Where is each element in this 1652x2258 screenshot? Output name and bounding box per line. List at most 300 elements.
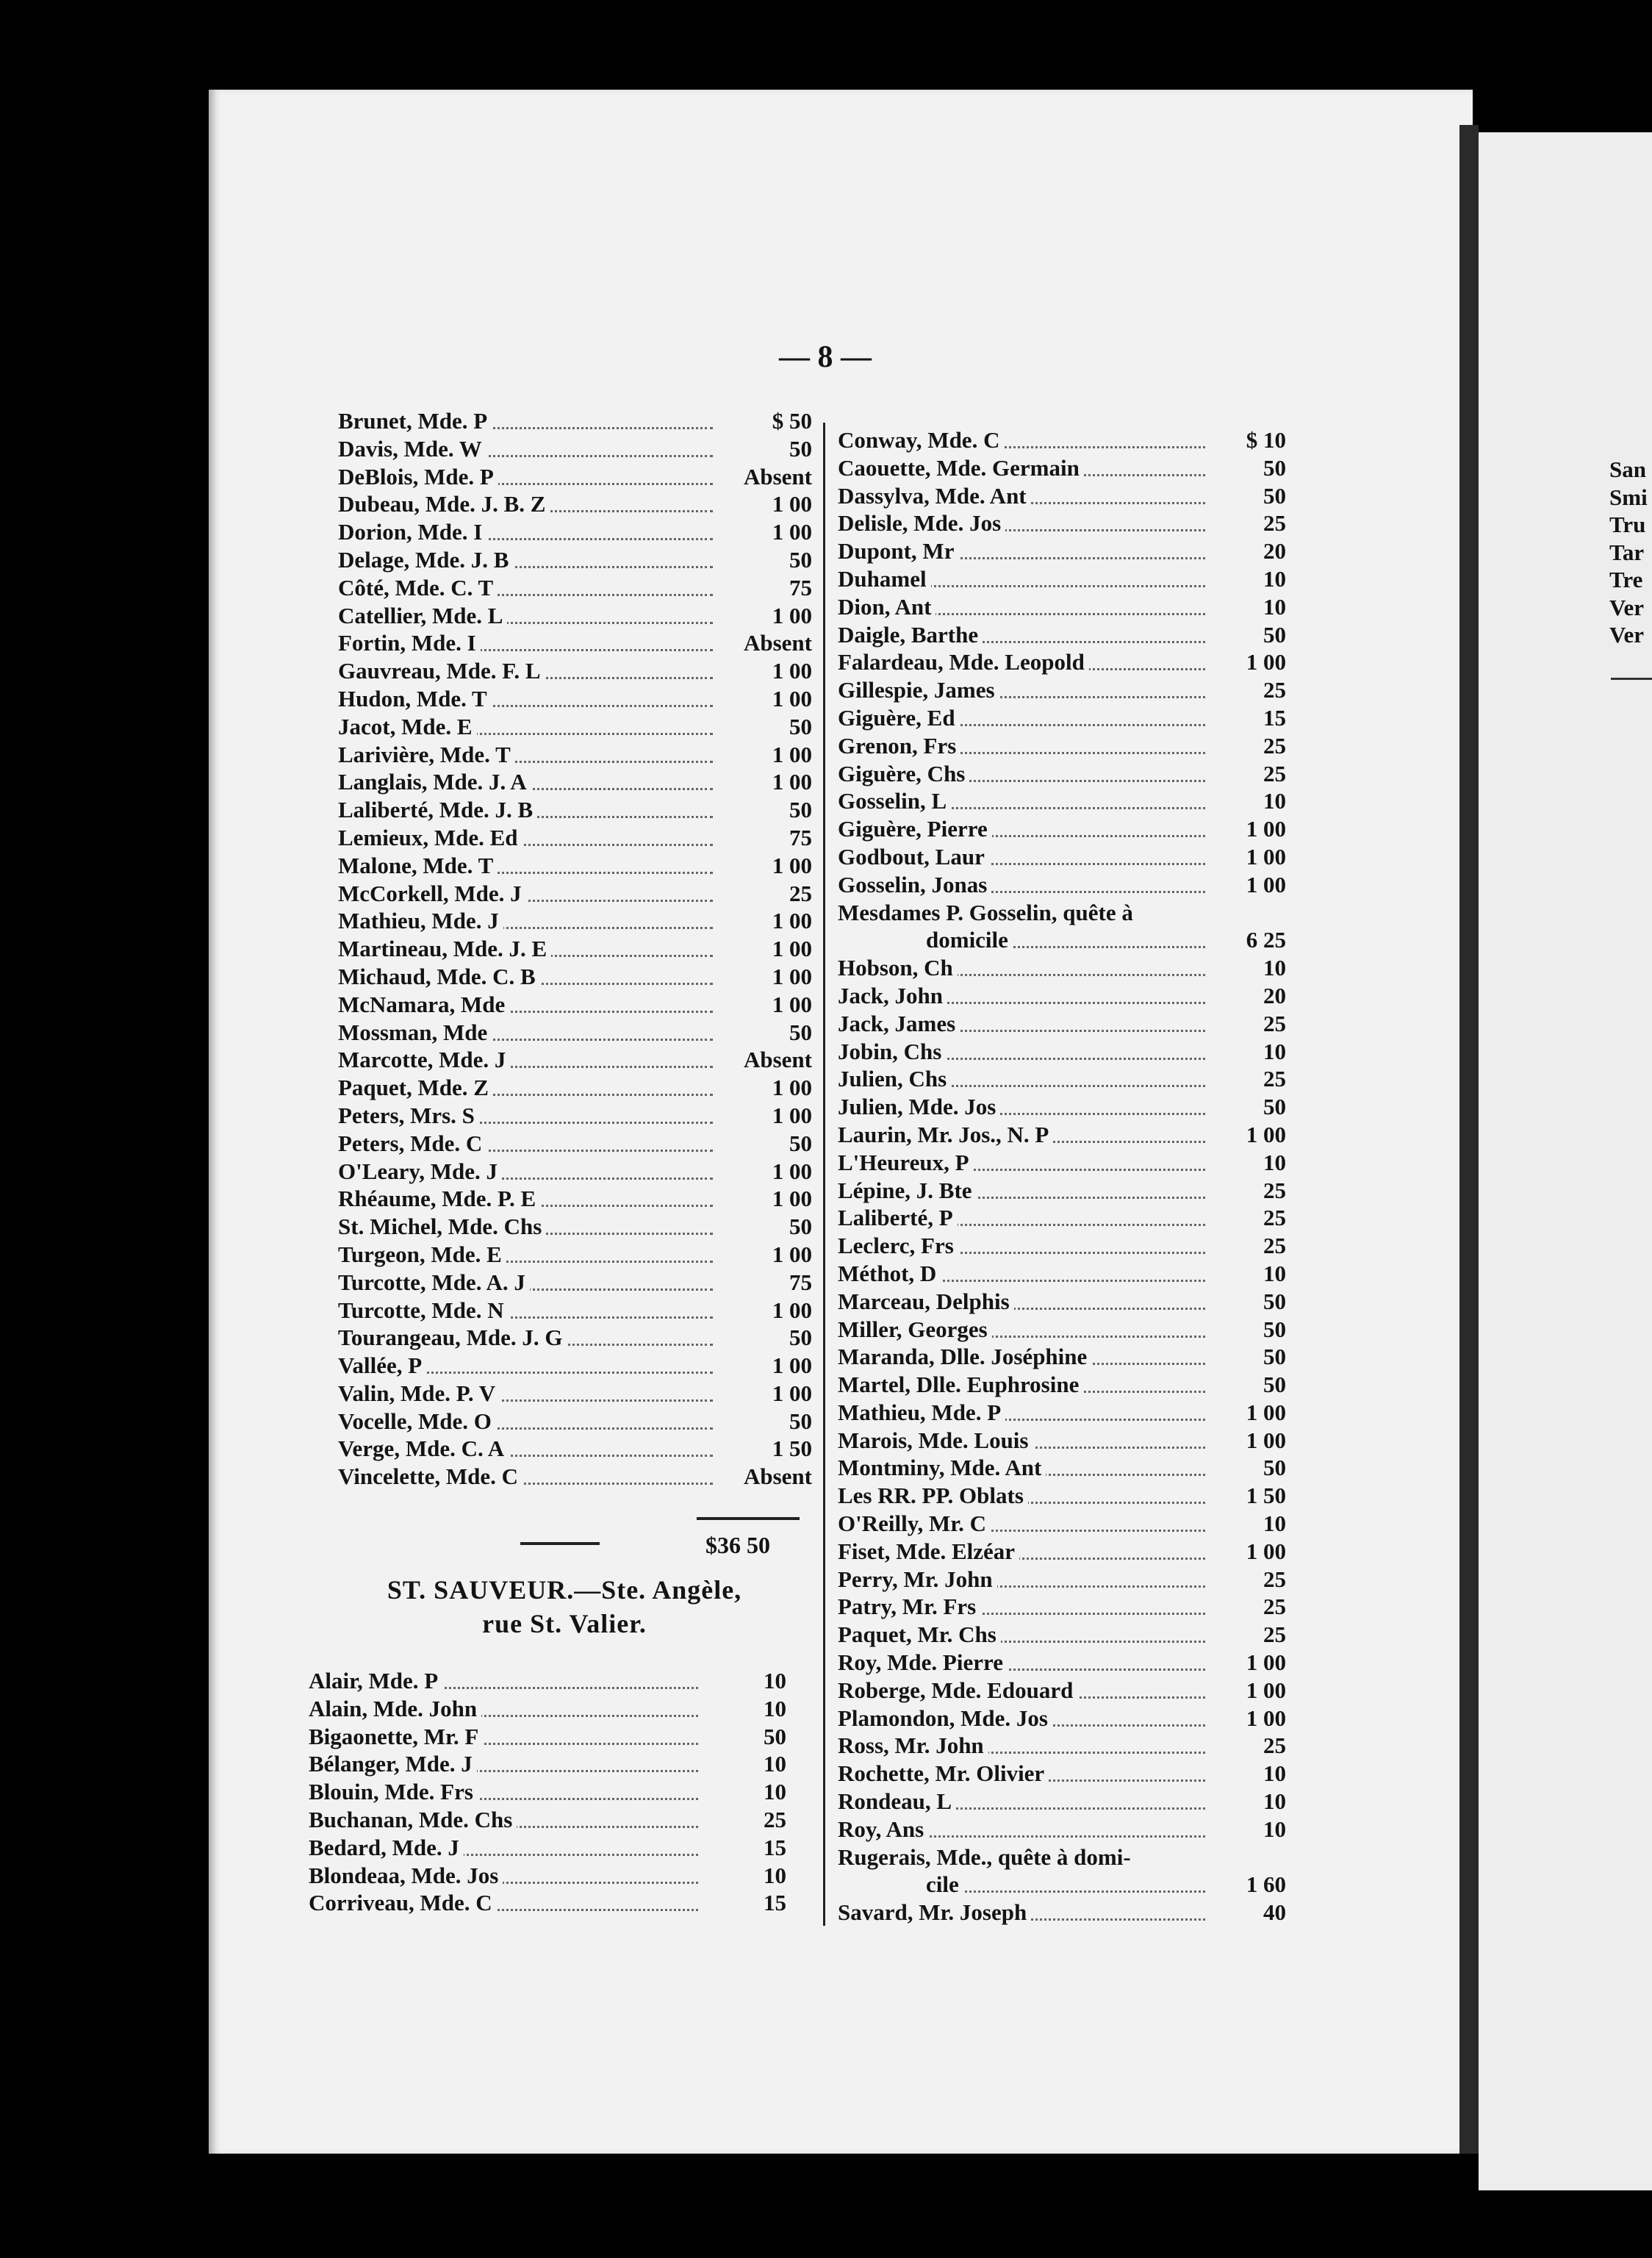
entry-name: DeBlois, Mde. P	[338, 463, 498, 491]
entry-amount: 1 00	[714, 657, 812, 685]
entry-amount: 1 00	[1208, 1677, 1286, 1705]
entry-amount: 1 60	[1208, 1871, 1286, 1899]
entry-amount: 50	[1208, 482, 1286, 510]
entry-amount: 1 00	[714, 741, 812, 769]
list-entry	[338, 963, 816, 991]
entry-name: Maranda, Dlle. Joséphine	[838, 1343, 1091, 1371]
list-entry	[338, 1102, 816, 1130]
entry-amount: 1 00	[714, 1185, 812, 1213]
list-entry	[309, 1778, 794, 1806]
list-entry	[309, 1806, 794, 1834]
list-entry	[838, 1204, 1286, 1232]
entry-name: McCorkell, Mde. J	[338, 880, 526, 908]
entry-amount: 10	[1208, 1510, 1286, 1538]
list-entry	[838, 1593, 1286, 1621]
entry-name: Malone, Mde. T	[338, 852, 498, 880]
list-entry	[838, 1649, 1286, 1677]
list-entry	[838, 1316, 1286, 1344]
list-entry	[338, 574, 816, 602]
entry-amount: 75	[714, 574, 812, 602]
entry-name: Delisle, Mde. Jos	[838, 509, 1005, 537]
entry-amount: Absent	[714, 1463, 812, 1491]
entry-amount: 50	[714, 1213, 812, 1241]
list-entry	[338, 1213, 816, 1241]
list-entry	[838, 1149, 1286, 1177]
entry-amount: 50	[714, 1130, 812, 1158]
entry-amount: 50	[1208, 454, 1286, 482]
entry-name: Peters, Mrs. S	[338, 1102, 479, 1130]
entry-name: Martineau, Mde. J. E	[338, 935, 551, 963]
list-entry	[338, 1158, 816, 1186]
entry-amount: 25	[1208, 1065, 1286, 1093]
entry-name: Dassylva, Mde. Ant	[838, 482, 1031, 510]
list-entry	[309, 1667, 794, 1695]
list-entry	[838, 454, 1286, 482]
list-entry	[338, 1380, 816, 1408]
list-entry	[838, 843, 1286, 871]
page-number: — 8 —	[779, 340, 872, 374]
entry-name: Alair, Mde. P	[309, 1667, 442, 1695]
entry-name: Gillespie, James	[838, 676, 999, 704]
list-entry	[838, 1427, 1286, 1455]
entry-name: Paquet, Mr. Chs	[838, 1621, 1001, 1649]
entry-name: Paquet, Mde. Z	[338, 1074, 493, 1102]
list-entry	[838, 1621, 1286, 1649]
entry-amount: 15	[708, 1834, 786, 1862]
entry-name: Fiset, Mde. Elzéar	[838, 1538, 1019, 1566]
list-entry	[838, 1677, 1286, 1705]
entry-amount: 50	[1208, 1454, 1286, 1482]
facing-page-fragment: Smi	[1609, 484, 1648, 510]
list-entry	[338, 907, 816, 935]
entry-amount: 15	[708, 1889, 786, 1917]
list-entry	[338, 1241, 816, 1269]
entry-name: Laliberté, Mde. J. B	[338, 796, 537, 824]
entry-name: domicile	[838, 926, 1013, 954]
entry-name: Duhamel	[838, 565, 931, 593]
section-heading-line-2: rue St. Valier.	[482, 1609, 647, 1638]
facing-page-fragment: Tre	[1609, 567, 1643, 592]
entry-amount: 25	[1208, 1566, 1286, 1594]
total-rule	[697, 1517, 800, 1520]
entry-name: Conway, Mde. C	[838, 426, 1004, 454]
list-entry	[838, 537, 1286, 565]
list-entry	[838, 1232, 1286, 1260]
entry-amount: 10	[708, 1695, 786, 1723]
entry-amount: 10	[708, 1750, 786, 1778]
entry-amount: 25	[1208, 1177, 1286, 1205]
entry-name: L'Heureux, P	[838, 1149, 974, 1177]
entry-amount: 50	[714, 546, 812, 574]
entry-amount: 1 00	[714, 907, 812, 935]
list-entry	[838, 1288, 1286, 1316]
list-entry	[338, 1435, 816, 1463]
entry-name: Gosselin, Jonas	[838, 871, 991, 899]
list-entry	[338, 546, 816, 574]
list-entry	[838, 509, 1286, 537]
list-entry	[309, 1723, 794, 1751]
facing-page-fragment: Ver	[1609, 622, 1645, 648]
entry-name: Verge, Mde. C. A	[338, 1435, 509, 1463]
entry-name: Mesdames P. Gosselin, quête à	[838, 899, 1138, 927]
entry-amount: 1 00	[714, 1297, 812, 1325]
list-entry	[838, 1121, 1286, 1149]
entry-amount: 10	[1208, 1816, 1286, 1843]
entry-name: Valin, Mde. P. V	[338, 1380, 500, 1408]
list-entry	[838, 1788, 1286, 1816]
entry-amount: 1 00	[714, 1158, 812, 1186]
entry-amount: 10	[1208, 1260, 1286, 1288]
entry-name: Giguère, Chs	[838, 760, 969, 788]
entry-name: Grenon, Frs	[838, 732, 960, 760]
list-entry	[338, 880, 816, 908]
list-entry	[338, 1019, 816, 1047]
list-entry	[838, 621, 1286, 649]
entry-name: Jack, James	[838, 1010, 960, 1038]
entry-name: Roberge, Mde. Edouard	[838, 1677, 1077, 1705]
entry-name: McNamara, Mde	[338, 991, 509, 1019]
entry-name: Julien, Mde. Jos	[838, 1093, 1000, 1121]
entry-amount: 10	[1208, 593, 1286, 621]
section-heading	[329, 1573, 800, 1641]
entry-amount: 1 00	[1208, 815, 1286, 843]
entry-amount: 1 00	[714, 518, 812, 546]
list-entry	[838, 1343, 1286, 1371]
entry-amount: 50	[714, 713, 812, 741]
list-entry	[838, 1705, 1286, 1732]
entry-name: Rhéaume, Mde. P. E	[338, 1185, 540, 1213]
list-entry	[838, 1454, 1286, 1482]
list-entry	[338, 991, 816, 1019]
entry-name: Jack, John	[838, 982, 947, 1010]
list-entry	[838, 1816, 1286, 1843]
entry-name: Plamondon, Mde. Jos	[838, 1705, 1052, 1732]
entry-amount: 1 00	[1208, 871, 1286, 899]
entry-amount: 50	[708, 1723, 786, 1751]
entry-name: Méthot, D	[838, 1260, 941, 1288]
entry-amount: $ 50	[714, 407, 812, 435]
entry-name: Tourangeau, Mde. J. G	[338, 1324, 567, 1352]
list-entry	[338, 1297, 816, 1325]
entry-amount: 15	[1208, 704, 1286, 732]
entry-name: Rochette, Mr. Olivier	[838, 1760, 1049, 1788]
facing-page-fragment: Ver	[1609, 594, 1645, 620]
entry-name: Catellier, Mde. L	[338, 602, 507, 630]
list-entry	[838, 1538, 1286, 1566]
entry-name: O'Reilly, Mr. C	[838, 1510, 991, 1538]
list-entry	[838, 648, 1286, 676]
list-entry	[338, 629, 816, 657]
entry-amount: 1 00	[714, 490, 812, 518]
entry-name: O'Leary, Mde. J	[338, 1158, 502, 1186]
entry-name: Jobin, Chs	[838, 1038, 946, 1066]
list-entry	[338, 490, 816, 518]
entry-name: Marcotte, Mde. J	[338, 1046, 510, 1074]
list-entry	[338, 518, 816, 546]
entry-amount: 1 00	[1208, 1649, 1286, 1677]
entry-name: Delage, Mde. J. B	[338, 546, 513, 574]
entry-amount: 50	[1208, 621, 1286, 649]
entry-name: Dion, Ant	[838, 593, 935, 621]
list-entry	[338, 1463, 816, 1491]
entry-amount: 10	[1208, 1788, 1286, 1816]
entry-name: Bedard, Mde. J	[309, 1834, 464, 1862]
entry-amount: 10	[1208, 565, 1286, 593]
list-entry	[838, 593, 1286, 621]
entry-amount: 1 00	[714, 1241, 812, 1269]
entry-name: Langlais, Mde. J. A	[338, 768, 531, 796]
entry-name: Lemieux, Mde. Ed	[338, 824, 522, 852]
entry-name: Hobson, Ch	[838, 954, 958, 982]
entry-amount: 25	[1208, 1204, 1286, 1232]
facing-page-fragment: Tru	[1609, 512, 1646, 537]
list-entry	[838, 1566, 1286, 1594]
entry-amount: 25	[714, 880, 812, 908]
entry-name: Michaud, Mde. C. B	[338, 963, 540, 991]
entry-name: Dupont, Mr	[838, 537, 958, 565]
entry-name: Martel, Dlle. Euphrosine	[838, 1371, 1083, 1399]
entry-name: Savard, Mr. Joseph	[838, 1899, 1031, 1927]
list-entry	[838, 787, 1286, 815]
entry-amount: 50	[1208, 1288, 1286, 1316]
entry-amount: 25	[1208, 1010, 1286, 1038]
entry-amount: 50	[1208, 1316, 1286, 1344]
list-entry	[838, 482, 1286, 510]
list-entry	[338, 713, 816, 741]
list-entry	[338, 1324, 816, 1352]
column-total: $36 50	[705, 1532, 770, 1558]
entry-name: Julien, Chs	[838, 1065, 951, 1093]
list-entry	[338, 407, 816, 435]
entry-name: Perry, Mr. John	[838, 1566, 997, 1594]
entry-name: Giguère, Pierre	[838, 815, 992, 843]
right-column-list	[838, 426, 1286, 1927]
entry-amount: 1 00	[1208, 1399, 1286, 1427]
entry-name: Dorion, Mde. I	[338, 518, 486, 546]
list-entry	[838, 1510, 1286, 1538]
facing-page-rule	[1611, 678, 1652, 680]
list-entry	[838, 1871, 1286, 1899]
entry-name: Corriveau, Mde. C	[309, 1889, 497, 1917]
list-entry	[838, 871, 1286, 899]
entry-name: Turcotte, Mde. N	[338, 1297, 509, 1325]
entry-amount: 1 00	[714, 1102, 812, 1130]
entry-amount: 25	[708, 1806, 786, 1834]
section-heading-line-1: ST. SAUVEUR.—Ste. Angèle,	[387, 1575, 742, 1605]
entry-amount: 25	[1208, 760, 1286, 788]
list-entry	[838, 426, 1286, 454]
entry-amount: 50	[714, 1408, 812, 1436]
entry-amount: 1 00	[714, 1380, 812, 1408]
entry-name: Vincelette, Mde. C	[338, 1463, 522, 1491]
list-entry	[338, 1185, 816, 1213]
entry-name: Laliberté, P	[838, 1204, 958, 1232]
list-entry	[838, 1482, 1286, 1510]
entry-name: Marceau, Delphis	[838, 1288, 1014, 1316]
entry-amount: 1 50	[714, 1435, 812, 1463]
list-entry	[338, 852, 816, 880]
list-entry	[838, 760, 1286, 788]
entry-amount: 40	[1208, 1899, 1286, 1927]
list-entry	[309, 1862, 794, 1890]
entry-name: Alain, Mde. John	[309, 1695, 481, 1723]
entry-name: Montminy, Mde. Ant	[838, 1454, 1046, 1482]
entry-amount: 25	[1208, 509, 1286, 537]
entry-amount: 50	[1208, 1093, 1286, 1121]
entry-name: cile	[838, 1871, 963, 1899]
list-entry	[838, 1732, 1286, 1760]
entry-name: Mathieu, Mde. J	[338, 907, 503, 935]
entry-amount: 50	[1208, 1371, 1286, 1399]
entry-name: Les RR. PP. Oblats	[838, 1482, 1028, 1510]
list-entry	[838, 1760, 1286, 1788]
list-entry	[838, 1065, 1286, 1093]
list-entry	[838, 1177, 1286, 1205]
entry-name: Jacot, Mde. E	[338, 713, 477, 741]
entry-amount: 25	[1208, 1232, 1286, 1260]
entry-amount: 1 00	[714, 602, 812, 630]
facing-page-fragment: San	[1609, 456, 1646, 482]
entry-name: Roy, Mde. Pierre	[838, 1649, 1008, 1677]
entry-amount: 10	[708, 1667, 786, 1695]
list-entry	[838, 1038, 1286, 1066]
entry-amount: 1 00	[1208, 1705, 1286, 1732]
list-entry	[838, 954, 1286, 982]
entry-amount: 20	[1208, 537, 1286, 565]
left-column-list	[338, 407, 816, 1491]
list-entry	[838, 1010, 1286, 1038]
entry-name: Caouette, Mde. Germain	[838, 454, 1084, 482]
entry-name: Laurin, Mr. Jos., N. P	[838, 1121, 1053, 1149]
list-entry	[838, 676, 1286, 704]
entry-name: Gosselin, L	[838, 787, 951, 815]
entry-amount: 1 00	[714, 963, 812, 991]
book-spine	[1459, 125, 1479, 2154]
entry-amount: 75	[714, 1269, 812, 1297]
entry-amount: 10	[708, 1862, 786, 1890]
facing-page-fragment: Tar	[1609, 539, 1645, 565]
entry-name: Brunet, Mde. P	[338, 407, 492, 435]
entry-amount: 1 00	[1208, 1538, 1286, 1566]
facing-page-fragments	[1609, 456, 1648, 649]
entry-amount: 75	[714, 824, 812, 852]
list-entry	[338, 1046, 816, 1074]
entry-name: Lépine, J. Bte	[838, 1177, 977, 1205]
list-entry	[338, 463, 816, 491]
entry-amount: 6 25	[1208, 926, 1286, 954]
entry-amount: 25	[1208, 1593, 1286, 1621]
entry-name: Mossman, Mde	[338, 1019, 492, 1047]
entry-name: Giguère, Ed	[838, 704, 960, 732]
list-entry	[338, 796, 816, 824]
entry-amount: Absent	[714, 1046, 812, 1074]
list-entry	[309, 1750, 794, 1778]
entry-amount: 50	[714, 1324, 812, 1352]
list-entry	[338, 435, 816, 463]
lower-column-list	[309, 1667, 794, 1917]
entry-name: Rugerais, Mde., quête à domi-	[838, 1843, 1135, 1871]
entry-amount: 10	[1208, 1760, 1286, 1788]
list-entry	[338, 741, 816, 769]
entry-name: Marois, Mde. Louis	[838, 1427, 1033, 1455]
entry-amount: 20	[1208, 982, 1286, 1010]
entry-name: Rondeau, L	[838, 1788, 956, 1816]
entry-name: Bélanger, Mde. J	[309, 1750, 477, 1778]
entry-name: Vocelle, Mde. O	[338, 1408, 496, 1436]
entry-amount: 10	[1208, 1038, 1286, 1066]
entry-name: Bigaonette, Mr. F	[309, 1723, 483, 1751]
entry-amount: 1 00	[714, 852, 812, 880]
list-entry	[838, 1093, 1286, 1121]
entry-amount: $ 10	[1208, 426, 1286, 454]
entry-amount: 1 50	[1208, 1482, 1286, 1510]
entry-name: Hudon, Mde. T	[338, 685, 492, 713]
list-entry	[338, 1269, 816, 1297]
separator-rule	[520, 1542, 600, 1545]
entry-name: Mathieu, Mde. P	[838, 1399, 1005, 1427]
list-entry	[338, 768, 816, 796]
entry-amount: 1 00	[1208, 1121, 1286, 1149]
entry-name: Blondeaa, Mde. Jos	[309, 1862, 503, 1890]
entry-amount: 1 00	[714, 768, 812, 796]
list-entry	[338, 935, 816, 963]
entry-name: Buchanan, Mde. Chs	[309, 1806, 517, 1834]
list-entry	[838, 1260, 1286, 1288]
entry-amount: 25	[1208, 676, 1286, 704]
list-entry	[309, 1695, 794, 1723]
entry-amount: 50	[714, 435, 812, 463]
list-entry	[309, 1889, 794, 1917]
entry-name: Patry, Mr. Frs	[838, 1593, 980, 1621]
entry-name: Côté, Mde. C. T	[338, 574, 498, 602]
entry-amount: 1 00	[714, 991, 812, 1019]
list-entry	[338, 602, 816, 630]
entry-amount: 10	[708, 1778, 786, 1806]
entry-name: Peters, Mde. C	[338, 1130, 486, 1158]
entry-name: Roy, Ans	[838, 1816, 928, 1843]
list-entry	[838, 1899, 1286, 1927]
list-entry	[838, 815, 1286, 843]
list-entry	[338, 1074, 816, 1102]
entry-name: Falardeau, Mde. Leopold	[838, 648, 1089, 676]
column-divider	[823, 423, 825, 1926]
list-entry	[338, 824, 816, 852]
entry-name: Dubeau, Mde. J. B. Z	[338, 490, 550, 518]
entry-amount: Absent	[714, 629, 812, 657]
entry-amount: 50	[1208, 1343, 1286, 1371]
entry-amount: 1 00	[714, 1352, 812, 1380]
list-entry	[838, 899, 1286, 927]
entry-amount: 10	[1208, 1149, 1286, 1177]
list-entry	[338, 657, 816, 685]
list-entry	[338, 1352, 816, 1380]
entry-name: Turcotte, Mde. A. J	[338, 1269, 530, 1297]
entry-amount: 10	[1208, 954, 1286, 982]
entry-amount: 25	[1208, 732, 1286, 760]
entry-amount: 1 00	[714, 1074, 812, 1102]
entry-name: Daigle, Barthe	[838, 621, 983, 649]
list-entry	[338, 1130, 816, 1158]
entry-name: Miller, Georges	[838, 1316, 992, 1344]
list-entry	[838, 1843, 1286, 1871]
list-entry	[838, 926, 1286, 954]
entry-name: Blouin, Mde. Frs	[309, 1778, 478, 1806]
facing-page	[1479, 132, 1652, 2190]
list-entry	[838, 1371, 1286, 1399]
entry-amount: 10	[1208, 787, 1286, 815]
entry-name: Fortin, Mde. I	[338, 629, 481, 657]
list-entry	[838, 732, 1286, 760]
